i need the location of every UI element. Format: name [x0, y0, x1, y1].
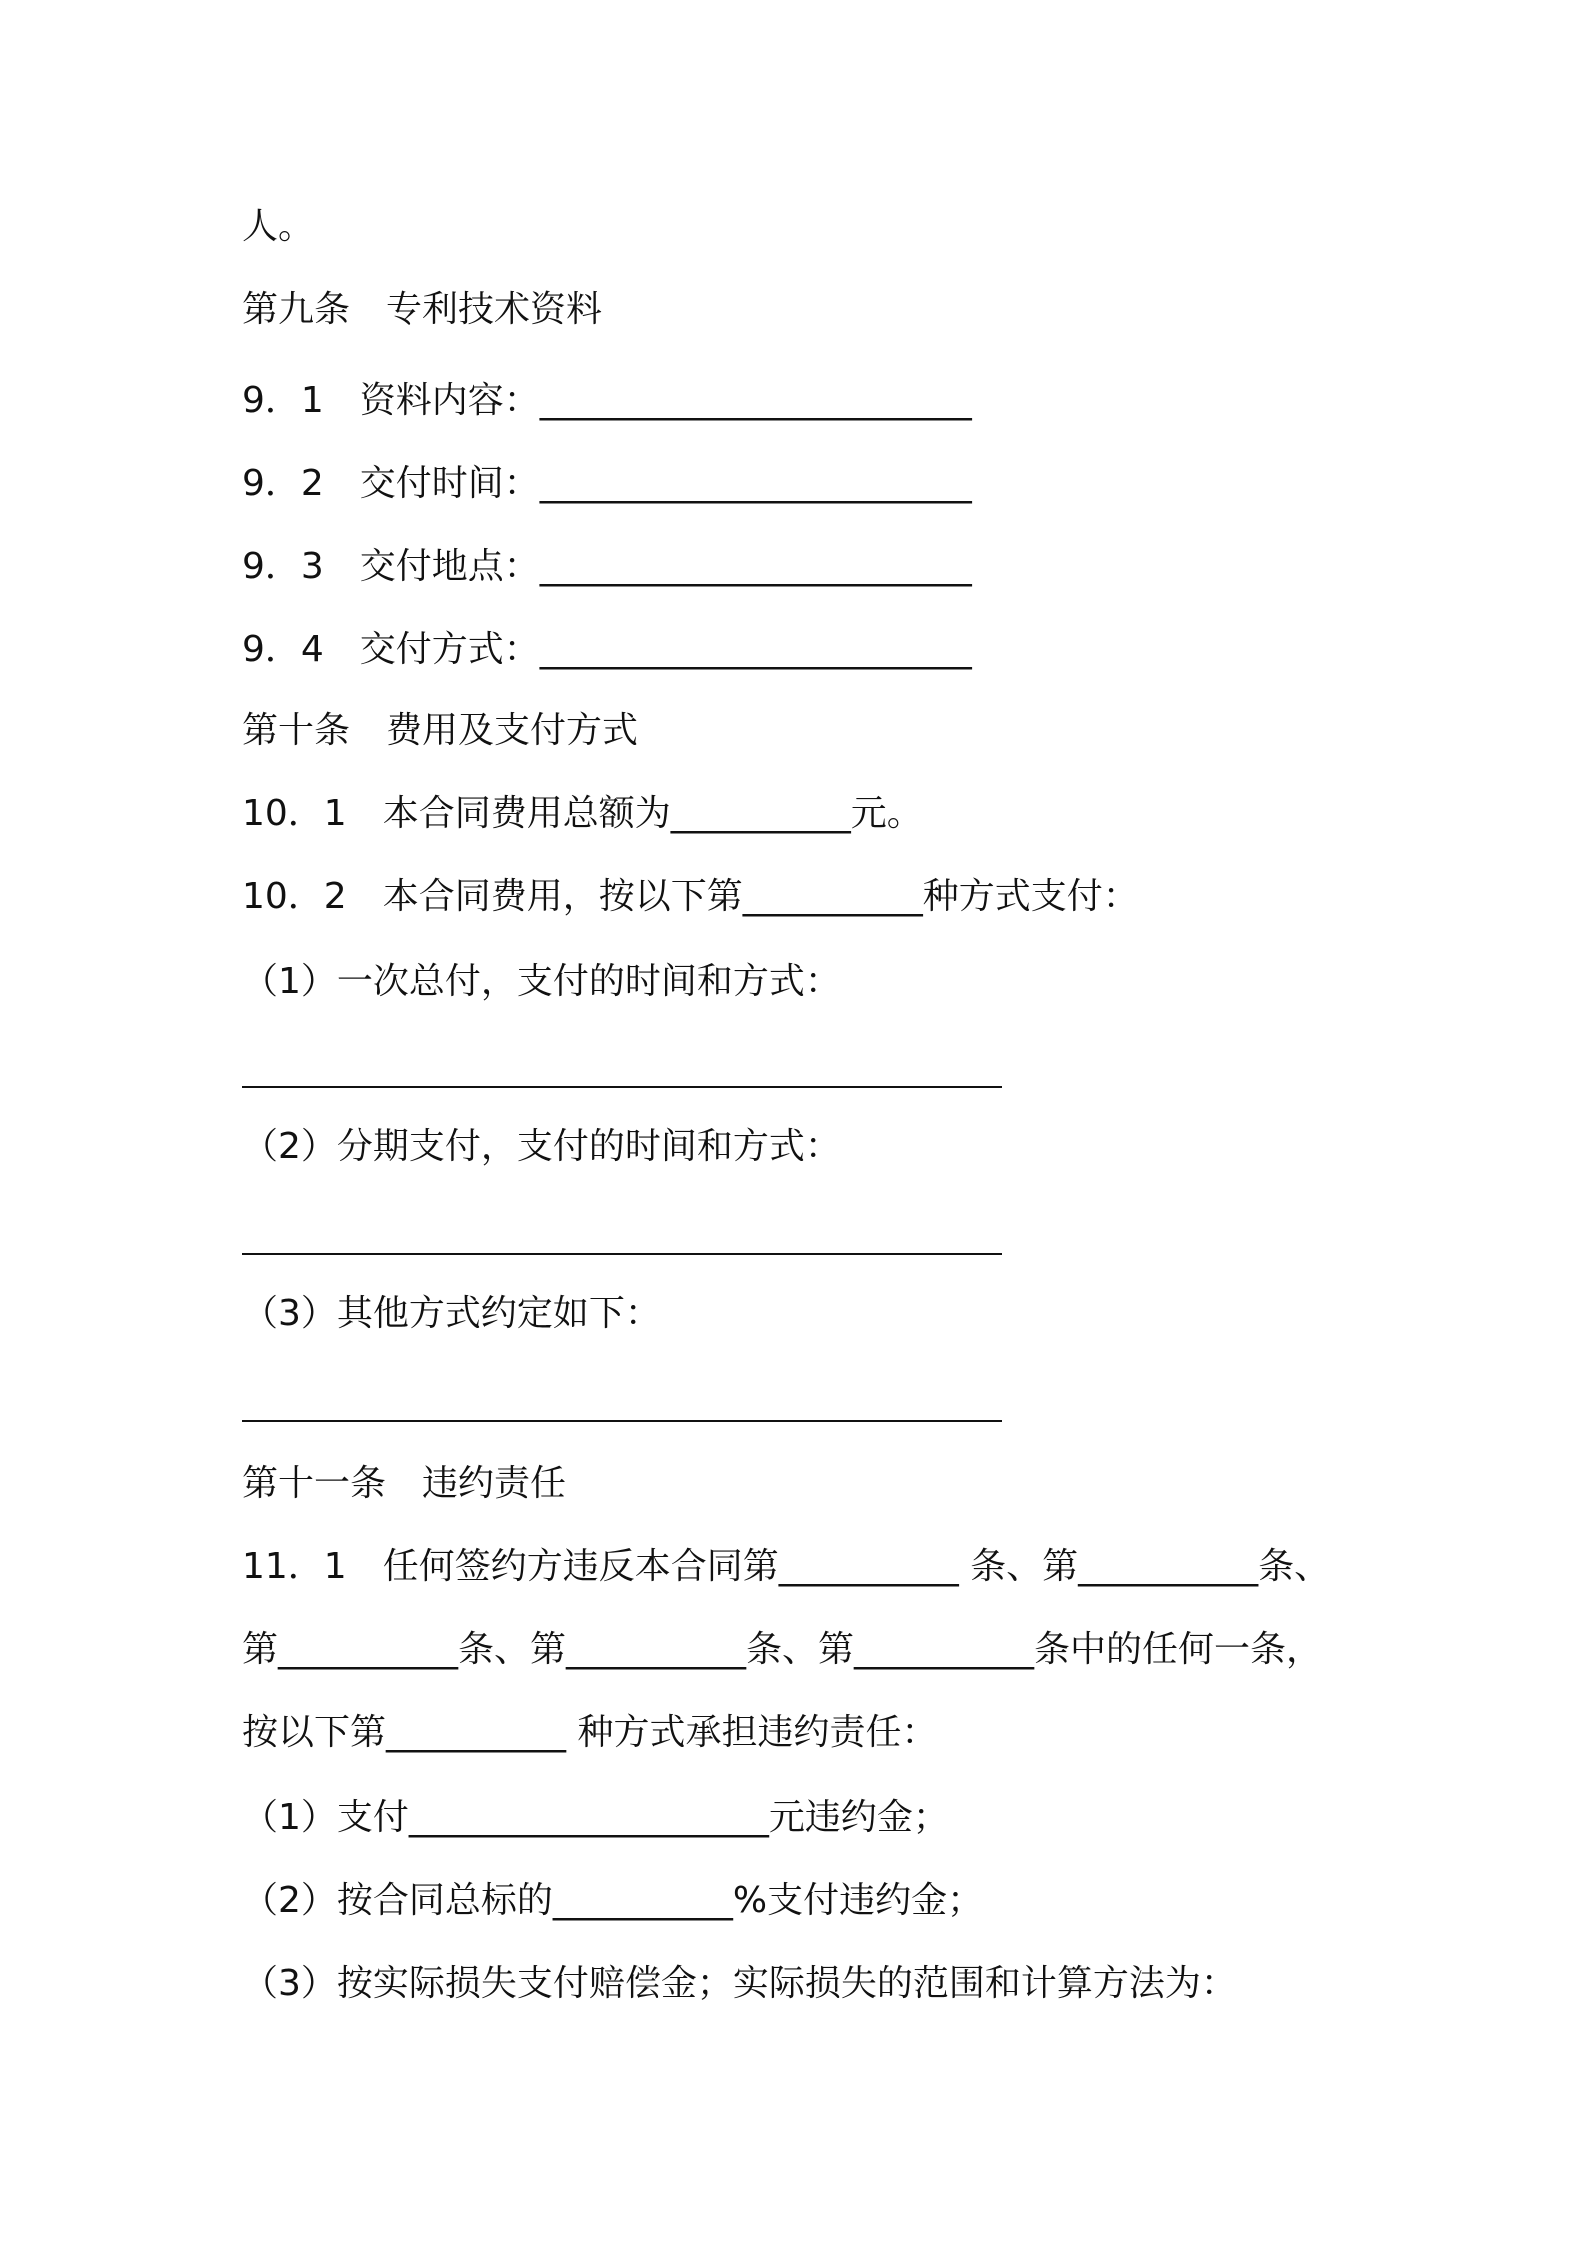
article-heading: 第十条 费用及支付方式 — [242, 710, 639, 751]
clause-line: 9．3 交付地点：________________________ — [242, 546, 972, 587]
clause-line: 9．2 交付时间：________________________ — [242, 463, 972, 504]
clause-line: 9．1 资料内容：________________________ — [242, 380, 972, 421]
option-line: （1）一次总付，支付的时间和方式： — [242, 961, 841, 1002]
option-line: （3）按实际损失支付赔偿金；实际损失的范围和计算方法为： — [242, 1963, 1237, 2004]
option-line: （1）支付____________________元违约金； — [242, 1797, 949, 1838]
clause-line: 10．1 本合同费用总额为__________元。 — [242, 793, 923, 834]
fill-in-blank-line — [242, 1086, 1002, 1088]
clause-line: 10．2 本合同费用，按以下第__________种方式支付： — [242, 876, 1139, 917]
fill-in-blank-line — [242, 1420, 1002, 1422]
fill-in-blank-line — [242, 1253, 1002, 1255]
text-line: 人。 — [242, 206, 315, 247]
article-heading: 第十一条 违约责任 — [242, 1463, 567, 1504]
clause-line: 9．4 交付方式：________________________ — [242, 629, 972, 670]
article-heading: 第九条 专利技术资料 — [242, 289, 603, 330]
option-line: （3）其他方式约定如下： — [242, 1293, 661, 1334]
option-line: （2）分期支付，支付的时间和方式： — [242, 1126, 841, 1167]
option-line: （2）按合同总标的__________%支付违约金； — [242, 1880, 984, 1921]
clause-line: 第__________条、第__________条、第__________条中的任何一条， — [242, 1629, 1323, 1670]
clause-line: 按以下第__________ 种方式承担违约责任： — [242, 1712, 938, 1753]
clause-line: 11．1 任何签约方违反本合同第__________ 条、第__________条、 — [242, 1546, 1331, 1587]
